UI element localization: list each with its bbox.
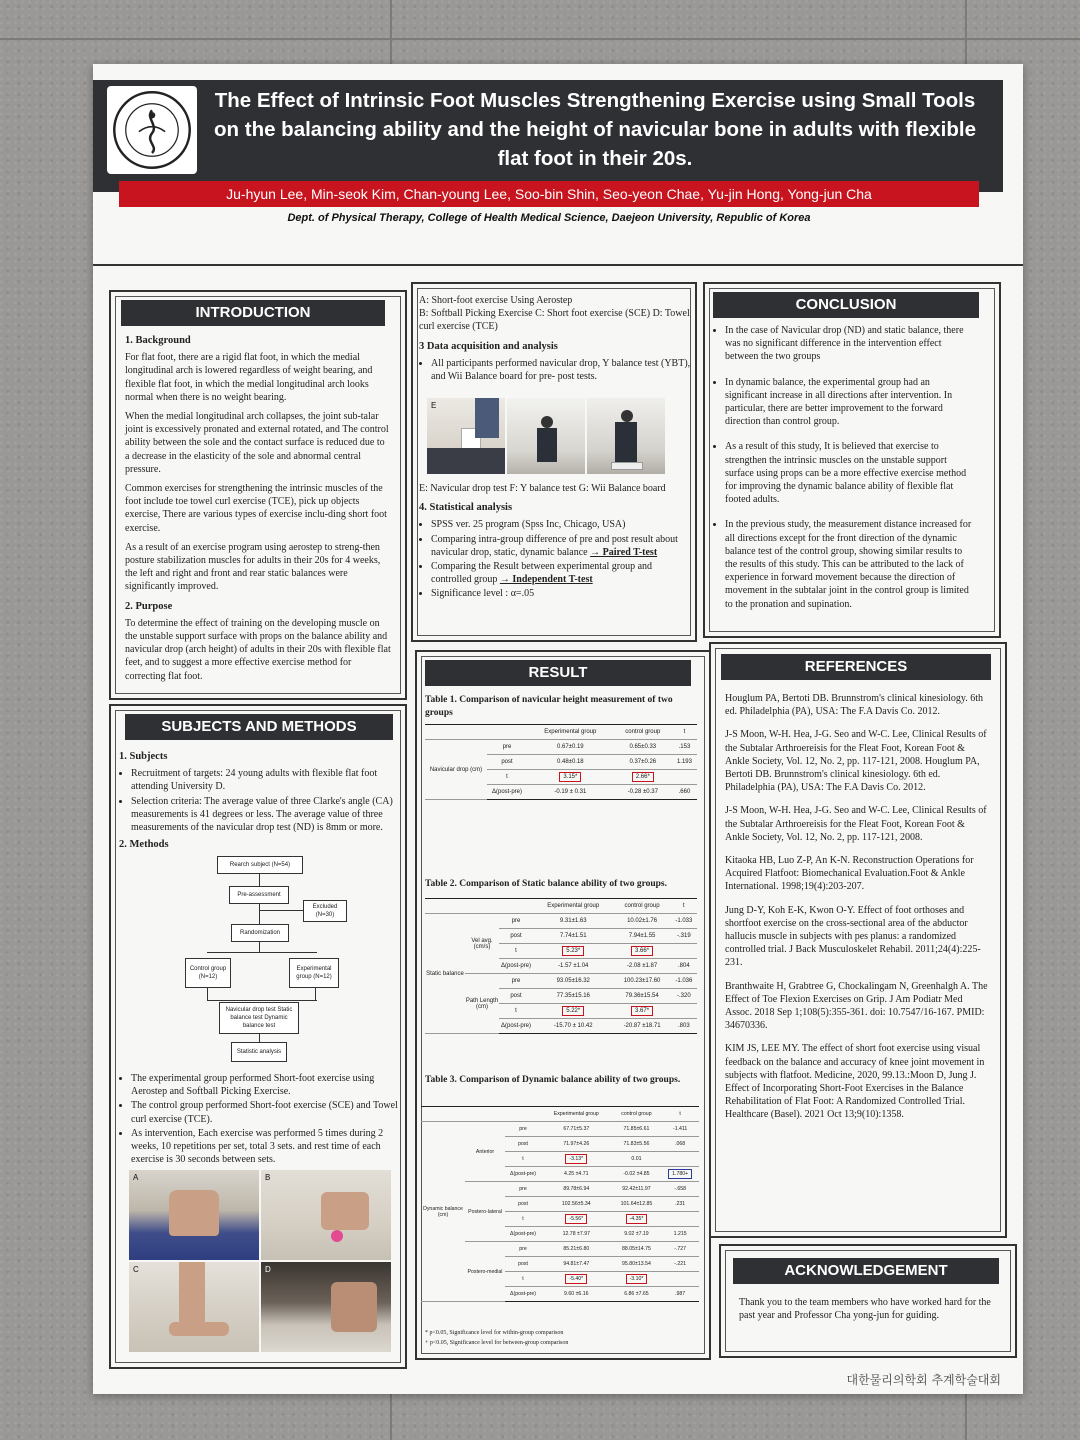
test-photo-e: E [427, 398, 505, 474]
introduction-panel [109, 290, 407, 700]
table1: Experimental group control group t Navicular drop (cm) pre 0.67±0.19 0.65±0.33 .153 post 0.48±0.18 0.37±0.26 1.193 t 3.15* 2.66* Δ(post-pre) -0.19 ± 0.31 -0.28 ±0.37 .660 [425, 724, 697, 800]
subjects-bullet: • Selection criteria: The average value of three Clarke's angle (CA) measurements is 41 degrees or less. The average value of three measurements of the navicular drop test (ND) is 8mm or more. [131, 795, 399, 835]
reference-item: Kitaoka HB, Luo Z-P, An K-N. Reconstruction Operations for Acquired Flatfoot: Biomechanical Evaluation.Foot & Ankle International. 1998;19(4):203-207. [725, 855, 974, 893]
methods-bullet: • The experimental group performed Short-foot exercise using Aerostep and Softball Picking Exercise. [131, 1072, 399, 1098]
flow-tests: Navicular drop test Static balance test Dynamic balance test [219, 1002, 299, 1034]
table-notes: * p<0.05, Significance level for within-group comparison + p<0.05, Significance level for between-group comparison [425, 1330, 569, 1346]
references-panel [709, 642, 1007, 1238]
conclusion-bullet: • As a result of this study, It is believed that exercise to strengthen the intrinsic muscles on the unstable support surface using props can be a more effective exercise method for improving the dynamic balance ability of flexible flat footed adults. [725, 440, 973, 506]
stats-bullet: • Comparing the Result between experimental group and controlled group → Independent T-test [431, 560, 691, 586]
flow-pre-assessment: Pre-assessment [229, 886, 289, 904]
table3-caption: Table 3. Comparison of Dynamic balance ability of two groups. [425, 1075, 681, 1085]
reference-item: J-S Moon, W-H. Hea, J-G. Seo and W-C. Lee, Clinical Results of the Subtalar Arthroereisis for the Fleat Foot, Korean Foot & Ankle Society, Vol. 12, No. 2, pp. 117-121, 2008. Houglum PA, Bertoti DB. Brunnstrom's clinical kinesiology. 6th ed. Philadelphia (PA), USA: The F.A Davis Co. 2012. [725, 729, 987, 794]
conclusion-panel [703, 282, 1001, 638]
poster-title: The Effect of Intrinsic Foot Muscles Strengthening Exercise using Small Tools on the balancing ability and the height of navicular bone in adults with flexible flat foot in their 20s. [214, 89, 976, 170]
header-rule [93, 264, 1023, 266]
reference-item: Jung D-Y, Koh E-K, Kwon O-Y. Effect of foot orthoses and shortfoot exercise on the cross-sectional area of the abductor hallucis muscle in subjects with pes planus: a randomized controlled trial. J Back Musculoskelet Rehabil. 2011;24(4):225-231. [725, 904, 981, 969]
acknowledgement-heading: ACKNOWLEDGEMENT [733, 1258, 999, 1284]
affiliation: Dept. of Physical Therapy, College of Health Medical Science, Daejeon University, Republic of Korea [287, 212, 811, 224]
intro-paragraph: Common exercises for strengthening the intrinsic muscles of the foot include toe towel curl exercise (TCE), pick up objects exercise, There are various types of exercise inclu-ding short foot exercise. [125, 483, 387, 534]
exercise-photo-c: C [129, 1262, 259, 1352]
flow-excluded: Excluded (N=30) [303, 900, 347, 922]
authors: Ju-hyun Lee, Min-seok Kim, Chan-young Lee, Soo-bin Shin, Seo-yeon Chae, Yu-jin Hong, Yong-jun Cha [119, 181, 979, 207]
table2-caption: Table 2. Comparison of Static balance ability of two groups. [425, 879, 668, 889]
methods-body [119, 1072, 399, 1170]
purpose-paragraph: To determine the effect of training on the developing muscle on the unstable support surface with props on the balance ability and navicular drop (arch height) of adults in their 20s with flexible flat feet, and to suggest a more effective exercise method for correcting flat foot. [125, 617, 391, 682]
flow-randomization: Randomization [231, 924, 289, 942]
purpose-title: 2. Purpose [125, 600, 173, 612]
flow-recruit: Rearch subject (N=54) [217, 856, 303, 874]
methods-continued-panel [411, 282, 697, 642]
flow-control-group: Control group (N=12) [185, 958, 231, 988]
exercise-photo-a: A [129, 1170, 259, 1260]
independent-t-test: → Independent T-test [499, 574, 593, 586]
methods-bullet: • The control group performed Short-foot exercise (SCE) and Towel curl exercise (TCE). [131, 1099, 399, 1125]
flow-statistics: Statistic analysis [231, 1042, 287, 1062]
table2: Experimental group control group t Static balance Vel avg. (cm/s) pre 9.31±1.63 10.02±1.76 -1.033 post 7.74±1.51 7.94±1.55 -.319 t 5.23* 3.66* Δ(post-pre) -1.57 ±1.04 -2.08 ±1.87 .804 Path Length (cm) pre 93.05±16.32 100.23±17.60 -1.036 post 77.35±15.16 79.36±15.54 -.320 t 5.22* 3.67* Δ(post-pre) -15.70 ± 10.42 -20.87 ±18.71 .803 [425, 898, 697, 1034]
conclusion-bullet: • In the case of Navicular drop (ND) and static balance, there was no significant difference in the intervention effect between the two groups [725, 324, 973, 364]
table1-caption: Table 1. Comparison of navicular height measurement of two groups [425, 695, 673, 719]
introduction-body [125, 334, 391, 689]
paired-t-test: → Paired T-test [590, 546, 658, 558]
test-photo-f [507, 398, 585, 474]
subjects-methods-panel [109, 704, 407, 1369]
result-panel [415, 650, 711, 1360]
floor-tile-line [0, 38, 1080, 40]
stats-bullet: • SPSS ver. 25 program (Spss Inc, Chicago, USA) [431, 518, 691, 531]
subjects-methods-heading: SUBJECTS AND METHODS [125, 714, 393, 740]
background-title: 1. Background [125, 335, 191, 346]
exercise-photo-b: B [261, 1170, 391, 1260]
legend-efg: E: Navicular drop test F: Y balance test G: Wii Balance board [419, 483, 666, 494]
references-list [725, 692, 991, 1128]
conclusion-bullet: • In dynamic balance, the experimental group had an significant increase in all directions after intervention. In particular, there are better improvement to the forward direction than control group. [725, 376, 973, 429]
reference-item: Branthwaite H, Grabtree G, Chockalingam N, Greenhalgh A. The Effect of Toe Flexion Exercises on Grip. J Am Podiatr Med Assoc. 2018 Sep 1;108(5):355-361. doi: 10.7547/16-167. PMID: 34670336. [725, 980, 988, 1032]
subjects-title: 1. Subjects [119, 751, 168, 762]
legend-a: A: Short-foot exercise Using Aerostep [419, 295, 573, 306]
intro-paragraph: For flat foot, there are a rigid flat foot, in which the medial longitudinal arch is lowered regardless of weight bearing, and flexible flat foot, in which the medial longitudinal arch looks normal when there is no weight bearing. [125, 352, 373, 403]
conclusion-body [711, 324, 973, 615]
stats-bullet: • Significance level : α=.05 [431, 587, 691, 600]
acknowledgement-text: Thank you to the team members who have worked hard for the past year and Professor Cha yong-jun for guiding. [739, 1297, 991, 1322]
data-acquisition-bullet: • All participants performed navicular drop, Y balance test (YBT), and Wii Balance board for pre- post tests. [431, 357, 691, 383]
test-photo-g [587, 398, 665, 474]
methods-title: 2. Methods [119, 839, 169, 851]
conference-name: 대한물리의학회 추계학술대회 [846, 1373, 1001, 1387]
methods-bullet: • As intervention, Each exercise was performed 5 times during 2 weeks, 10 repetitions per set, total 3 sets. and rest time of each exercise is 30 seconds between sets. [131, 1127, 399, 1167]
result-heading: RESULT [425, 660, 691, 686]
photo-legend [419, 294, 691, 387]
intro-paragraph: As a result of an exercise program using aerostep to streng-then posture stabilization muscles for adults in their 20s for 4 weeks, the left and right and front and rear static balances were significantly improved. [125, 541, 381, 593]
data-acquisition-title: 3 Data acquisition and analysis [419, 340, 558, 352]
society-logo [107, 86, 197, 174]
stats-bullet: • Comparing intra-group difference of pre and post result about navicular drop, static, dynamic balance → Paired T-test [431, 533, 691, 559]
reference-item: Houglum PA, Bertoti DB. Brunnstrom's clinical kinesiology. 6th ed. Philadelphia (PA), USA: The F.A Davis Co. 2012. [725, 693, 984, 718]
statistical-analysis-title: 4. Statistical analysis [419, 502, 513, 514]
flow-experimental-group: Experimental group (N=12) [289, 958, 339, 988]
conclusion-heading: CONCLUSION [713, 292, 979, 318]
introduction-heading: INTRODUCTION [121, 300, 385, 326]
reference-item: KIM JS, LEE MY. The effect of short foot exercise using visual feedback on the balance and accuracy of knee joint movement in subjects with flatfoot. Medicine, 2020, 99.13.:Moon D, Jung J. Effect of Incorporating Short-Foot Exercises in the Balance Rehabilitation of Flat Foot: A Randomized Controlled Trial. Healthcare (Basel). 2021 Oct 13;9(10):1358. [725, 1043, 985, 1121]
poster [93, 64, 1023, 1394]
subjects-body [119, 750, 399, 855]
conclusion-bullet: • In the previous study, the measurement distance increased for all directions except for the front direction of the dynamic balance test of the control group, showing similar results to the results of this study. This can be attributed to the lack of experience in forward movement because the direction of movement in the subtalar joint in the control group is limited to the pronation and supination. [725, 518, 973, 610]
exercise-photo-d: D [261, 1262, 391, 1352]
table3: Experimental group control group t Dynamic balance (cm) Anterior pre 67.71±5.37 71.85±6.61 -1.411 post 71.97±4.26 71.83±5.56 .068 t -3.13* 0.01 Δ(post-pre) 4.25 ±4.71 -0.02 ±4.85 1.780+ Postero-lateral pre 89.78±6.94 92.42±11.97 -.658 post 102.56±5.34 101.64±12.85 .231 t -5.56* -4.35* Δ(post-pre) 12.78 ±7.97 9.02 ±7.19 1.215 Postero-medial pre 85.21±6.80 88.05±14.75 -.727 post 94.81±7.47 95.80±13.54 -.221 t -5.40* -3.10* Δ(post-pre) 9.60 ±6.16 6.86 ±7.65 .987 [421, 1106, 699, 1302]
society-seal-icon [111, 89, 193, 171]
stats-section [419, 482, 691, 605]
intro-paragraph: When the medial longitudinal arch collapses, the joint sub-talar joint is excessively pronated and external rotated, and The control ability between the sole and the contact surface is reduced due to a decrease in the elasticity of the sole and abnormal central pressure. [125, 411, 389, 475]
acknowledgement-panel [719, 1244, 1017, 1358]
subjects-bullet: • Recruitment of targets: 24 young adults with flexible flat foot attending University D. [131, 767, 399, 793]
references-heading: REFERENCES [721, 654, 991, 680]
legend-bcd: B: Softball Picking Exercise C: Short foot exercise (SCE) D: Towel curl exercise (TCE) [419, 308, 690, 333]
reference-item: J-S Moon, W-H. Hea, J-G. Seo and W-C. Lee, Clinical Results of the Subtalar Arthroereisis for the Fleat Foot, Korean Foot & Ankle Society, Vol. 12, No. 2, pp. 117-121, 2008. [725, 805, 987, 843]
